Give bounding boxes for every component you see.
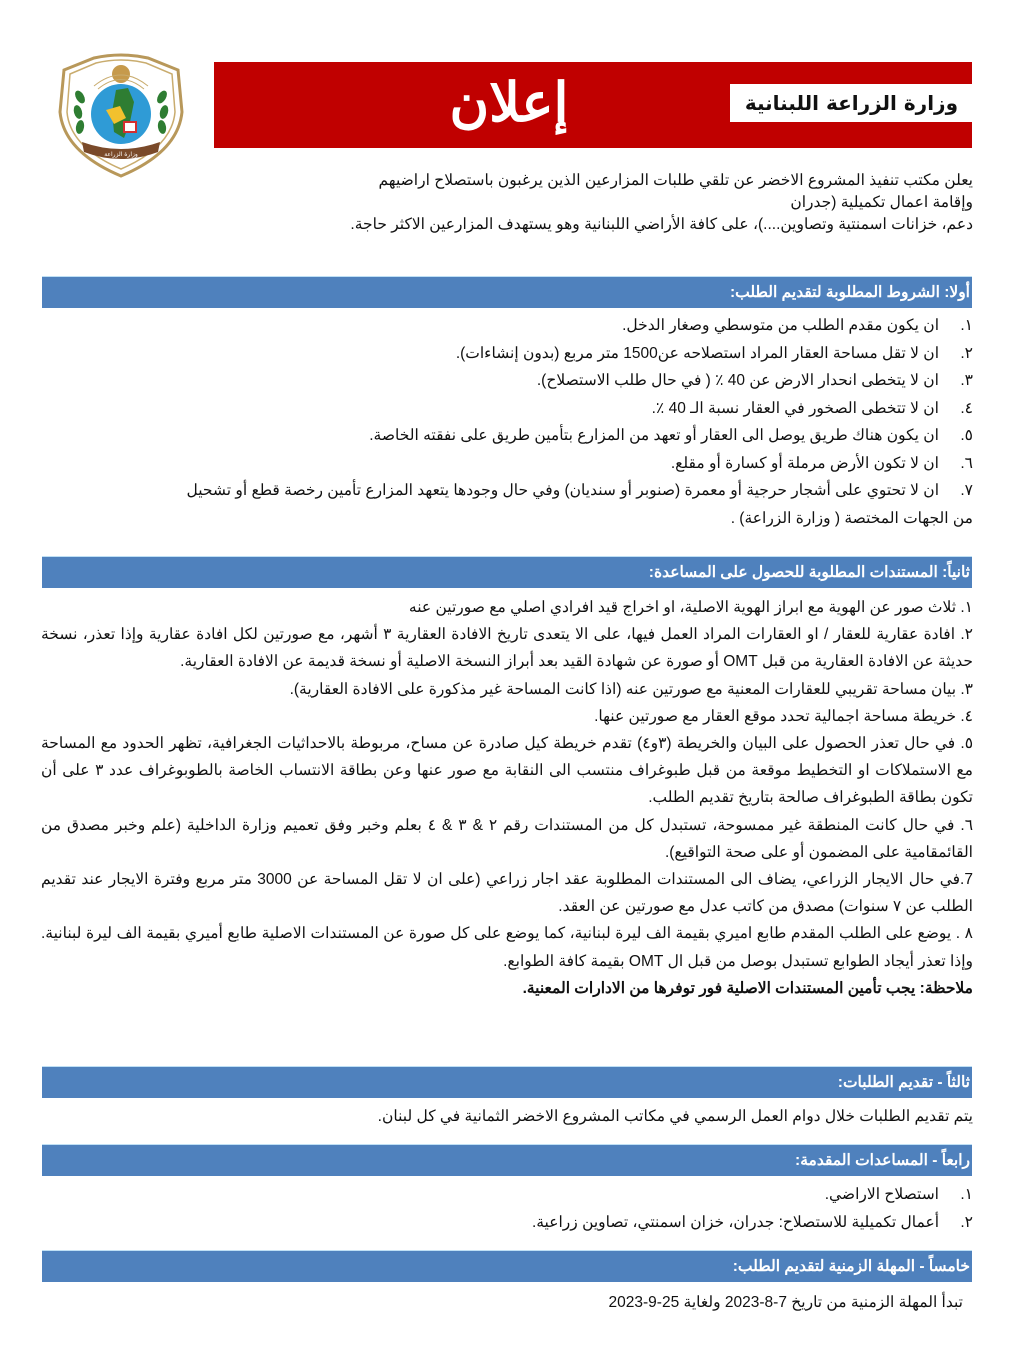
list-item: ٢. افادة عقارية للعقار / او العقارات المراد العمل فيها، على الا يتعدى تاريخ الافادة العقارية ٣ أشهر، مع صورتين لكل افادة عقارية وإذا تعذر، نسخة حديثة عن الافادة العقارية من قبل OMT أو صورة عن شهادة القيد بعد أبراز النسخة الاصلية أو نسخة قديمة عن الافادة العقارية. (41, 626, 973, 671)
ministry-logo (54, 52, 188, 178)
list-item: 7.في حال الايجار الزراعي، يضاف الى المستندات المطلوبة عقد اجار زراعي (على ان لا تقل المساحة عن 3000 متر مربع وفترة الايجار عند تقديم الطلب عن ٧ سنوات) مصدق من كاتب عدل مع صورتين عن العقد. (41, 871, 973, 916)
list-item: ٦. في حال كانت المنطقة غير ممسوحة، تستبدل كل من المستندات رقم ٢ & ٣ & ٤ بعلم وخبر وفق تعميم وزارة الداخلية (علم وخبر مصدق من القائمقامية على المضمون أو على صحة التواقيع). (41, 816, 974, 861)
announcement-banner (214, 62, 972, 148)
requirements-list (41, 312, 973, 532)
list-item: ٢.ان لا تقل مساحة العقار المراد استصلاحه عن1500 متر مربع (بدون إنشاءات). (455, 344, 973, 362)
note: ملاحظة: يجب تأمين المستندات الاصلية فور توفرها من الادارات المعنية. (522, 979, 973, 997)
submission-text: يتم تقديم الطلبات خلال دوام العمل الرسمي في مكاتب المشروع الاخضر الثمانية في كل لبنان. (377, 1108, 973, 1125)
list-item: ٢.أعمال تكميلية للاستصلاح: جدران، خزان اسمنتي، تصاوين زراعية. (531, 1213, 973, 1231)
list-item: ٣.ان لا يتخطى انحدار الارض عن 40 ٪ ( في حال طلب الاستصلاح). (536, 372, 973, 389)
list-item: ٦.ان لا تكون الأرض مرملة أو كسارة أو مقلع. (670, 454, 973, 472)
documents-list (41, 594, 973, 1002)
intro-line: دعم، خزانات اسمنتية وتصاوين....)، على كافة الأراضي اللبنانية وهو يستهدف المزارعين الاكثر حاجة. (350, 216, 973, 233)
svg-text:وزارة الزراعة: وزارة الزراعة (104, 151, 138, 158)
list-item: ٧.ان لا تحتوي على أشجار حرجية أو معمرة (صنوبر أو سنديان) وفي حال وجودها يتعهد المزارع تأمين رخصة قطع أو تشحيل (186, 482, 973, 499)
list-item: ٣. بيان مساحة تقريبي للعقارات المعنية مع صورتين عنه (اذا كانت المساحة غير مذكورة على الافادة العقارية). (289, 680, 973, 698)
list-item: ١.ان يكون مقدم الطلب من متوسطي وصغار الدخل. (622, 317, 973, 334)
list-item: ٨ . يوضع على الطلب المقدم طابع اميري بقيمة الف ليرة لبنانية، كما يوضع على كل صورة عن المستندات الاصلية طابع أميري بقيمة الف ليرة لبنانية. وإذا تعذر أيجاد الطوابع تستبدل بوصل من قبل ال OMT بقيمة كافة الطوابع. (41, 925, 973, 970)
intro-line: وإقامة اعمال تكميلية (جدران (790, 194, 973, 211)
section-header-submission: ثالثاً - تقديم الطلبات: (42, 1066, 972, 1098)
section-header-documents: ثانياً: المستندات المطلوبة للحصول على المساعدة: (42, 556, 972, 588)
list-item: ٥.ان يكون هناك طريق يوصل الى العقار أو تعهد من المزارع بتأمين طريق على نفقته الخاصة. (369, 427, 973, 444)
deadline-text: تبدأ المهلة الزمنية من تاريخ 7-8-2023 ولغاية 25-9-2023 (608, 1294, 963, 1311)
list-item: ١.استصلاح الاراضي. (824, 1186, 973, 1203)
section-header-deadline: خامساً - المهلة الزمنية لتقديم الطلب: (42, 1250, 972, 1282)
list-item-continuation: من الجهات المختصة ( وزارة الزراعة) . (730, 509, 973, 527)
announcement-title: إعلان (449, 70, 569, 134)
list-item: ٥. في حال تعذر الحصول على البيان والخريطة (٣و٤) تقدم خريطة كيل صادرة عن مساح، مربوطة بالاحداثيات الجغرافية، تظهر الحدود مع المساحة مع الاستملاكات او التخطيط موقعة من قبل طبوغراف منتسب الى النقابة مع صور عنها وعن بطاقة الانتساب الخاصة بالطوبوغراف عدد ٣ على أن تكون بطاقة الطبوغراف صالحة بتاريخ تقديم الطلب. (41, 735, 974, 807)
list-item: ١. ثلاث صور عن الهوية مع ابراز الهوية الاصلية، او اخراج قيد افرادي اصلي مع صورتين عنه (408, 599, 973, 616)
intro-line: يعلن مكتب تنفيذ المشروع الاخضر عن تلقي طلبات المزارعين الذين يرغبون باستصلاح اراضيهم (378, 172, 973, 189)
section-header-assistance: رابعاً - المساعدات المقدمة: (42, 1144, 972, 1176)
list-item: ٤. خريطة مساحة اجمالية تحدد موقع العقار مع صورتين عنها. (594, 707, 973, 725)
list-item: ٤.ان لا تتخطى الصخور في العقار نسبة الـ 40 ٪. (651, 399, 973, 417)
intro-paragraph (213, 170, 973, 236)
section-header-requirements: أولا: الشروط المطلوبة لتقديم الطلب: (42, 276, 972, 308)
ministry-name: وزارة الزراعة اللبنانية (730, 84, 972, 122)
assistance-list (41, 1181, 973, 1236)
